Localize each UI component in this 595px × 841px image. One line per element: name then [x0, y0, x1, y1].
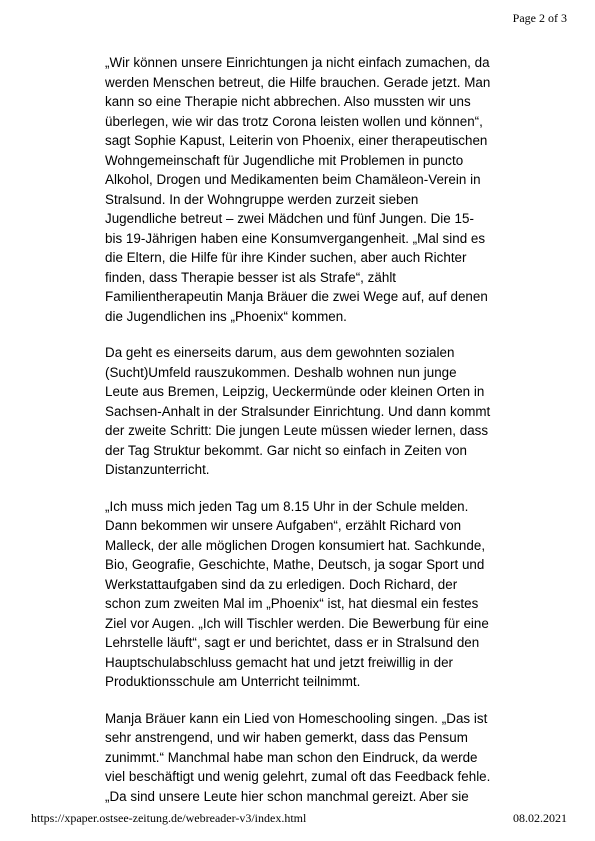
text-line: Da geht es einerseits darum, aus dem gewohnten sozialen — [105, 345, 455, 360]
article-body — [105, 53, 505, 823]
text-line: Ziel vor Augen. „Ich will Tischler werden. Die Bewerbung für eine — [105, 615, 489, 631]
text-line: Distanzunterricht. — [105, 462, 210, 477]
text-line: sagt Sophie Kapust, Leiterin von Phoenix, einer therapeutischen — [105, 133, 488, 148]
text-line: Jugendliche betreut – zwei Mädchen und fünf Jungen. Die 15- — [105, 211, 474, 226]
print-date: 08.02.2021 — [513, 811, 567, 825]
text-line: „Wir können unsere Einrichtungen ja nicht einfach zumachen, da — [105, 55, 490, 70]
text-line: bis 19-Jährigen haben eine Konsumvergangenheit. „Mal sind es — [105, 230, 486, 246]
text-line: Stralsund. In der Wohngruppe werden zurzeit sieben — [105, 191, 419, 207]
text-line: sehr anstrengend, und wir haben gemerkt, dass das Pensum — [105, 730, 468, 745]
text-line: finden, dass Therapie besser ist als Strafe“, zählt — [105, 269, 397, 285]
text-line: Manja Bräuer kann ein Lied von Homeschooling singen. „Das ist — [105, 710, 488, 726]
text-line: der Tag Struktur bekommt. Gar nicht so einfach in Zeiten von — [105, 442, 467, 458]
text-line: Werkstattaufgaben sind da zu erledigen. Doch Richard, der — [105, 576, 458, 592]
text-line: schon zum zweiten Mal im „Phoenix“ ist, hat diesmal ein festes — [105, 596, 479, 611]
text-line: überlegen, wie wir das trotz Corona leisten wollen und können“, — [105, 113, 483, 129]
paragraph-1 — [105, 53, 505, 326]
text-line: die Eltern, die Hilfe für ihre Kinder suchen, aber auch Richter — [105, 250, 467, 265]
paragraph-4 — [105, 709, 505, 807]
text-line: Familientherapeutin Manja Bräuer die zwei Wege auf, auf denen — [105, 289, 488, 304]
source-url: https://xpaper.ostsee-zeitung.de/webreader-v3/index.html — [31, 811, 307, 825]
text-line: Leute aus Bremen, Leipzig, Ueckermünde oder kleinen Orten in — [105, 384, 485, 399]
text-line: werden Menschen betreut, die Hilfe brauchen. Gerade jetzt. Man — [105, 74, 491, 90]
text-line: (Sucht)Umfeld rauszukommen. Deshalb wohnen nun junge — [105, 364, 457, 380]
text-line: Dann bekommen wir unsere Aufgaben“, erzählt Richard von — [105, 518, 462, 533]
text-line: viel beschäftigt und wenig gelehrt, zumal oft das Feedback fehle. — [105, 769, 491, 784]
text-line: „Da sind unsere Leute hier schon manchmal gereizt. Aber sie — [105, 788, 469, 804]
text-line: Alkohol, Drogen und Medikamenten beim Chamäleon-Verein in — [105, 172, 481, 187]
text-line: Malleck, der alle möglichen Drogen konsumiert hat. Sachkunde, — [105, 537, 486, 553]
text-line: Hauptschulabschluss gemacht hat und jetzt freiwillig in der — [105, 654, 454, 670]
text-line: die Jugendlichen ins „Phoenix“ kommen. — [105, 308, 347, 324]
text-line: zunimmt.“ Manchmal habe man schon den Eindruck, da werde — [105, 749, 478, 765]
text-line: „Ich muss mich jeden Tag um 8.15 Uhr in der Schule melden. — [105, 498, 469, 514]
text-line: Wohngemeinschaft für Jugendliche mit Problemen in puncto — [105, 152, 464, 168]
text-line: Lehrstelle läuft“, sagt er und berichtet, dass er in Stralsund den — [105, 635, 480, 650]
text-line: Produktionsschule am Unterricht teilnimmt. — [105, 674, 361, 689]
text-line: Bio, Geografie, Geschichte, Mathe, Deutsch, ja sogar Sport und — [105, 557, 485, 572]
text-line: kann so eine Therapie nicht abbrechen. Also mussten wir uns — [105, 94, 471, 109]
paragraph-3 — [105, 497, 505, 692]
page-number: Page 2 of 3 — [512, 11, 567, 25]
text-line: der zweite Schritt: Die jungen Leute müssen wieder lernen, dass — [105, 423, 489, 438]
text-line: Sachsen-Anhalt in der Stralsunder Einrichtung. Und dann kommt — [105, 403, 491, 419]
paragraph-2 — [105, 343, 505, 480]
